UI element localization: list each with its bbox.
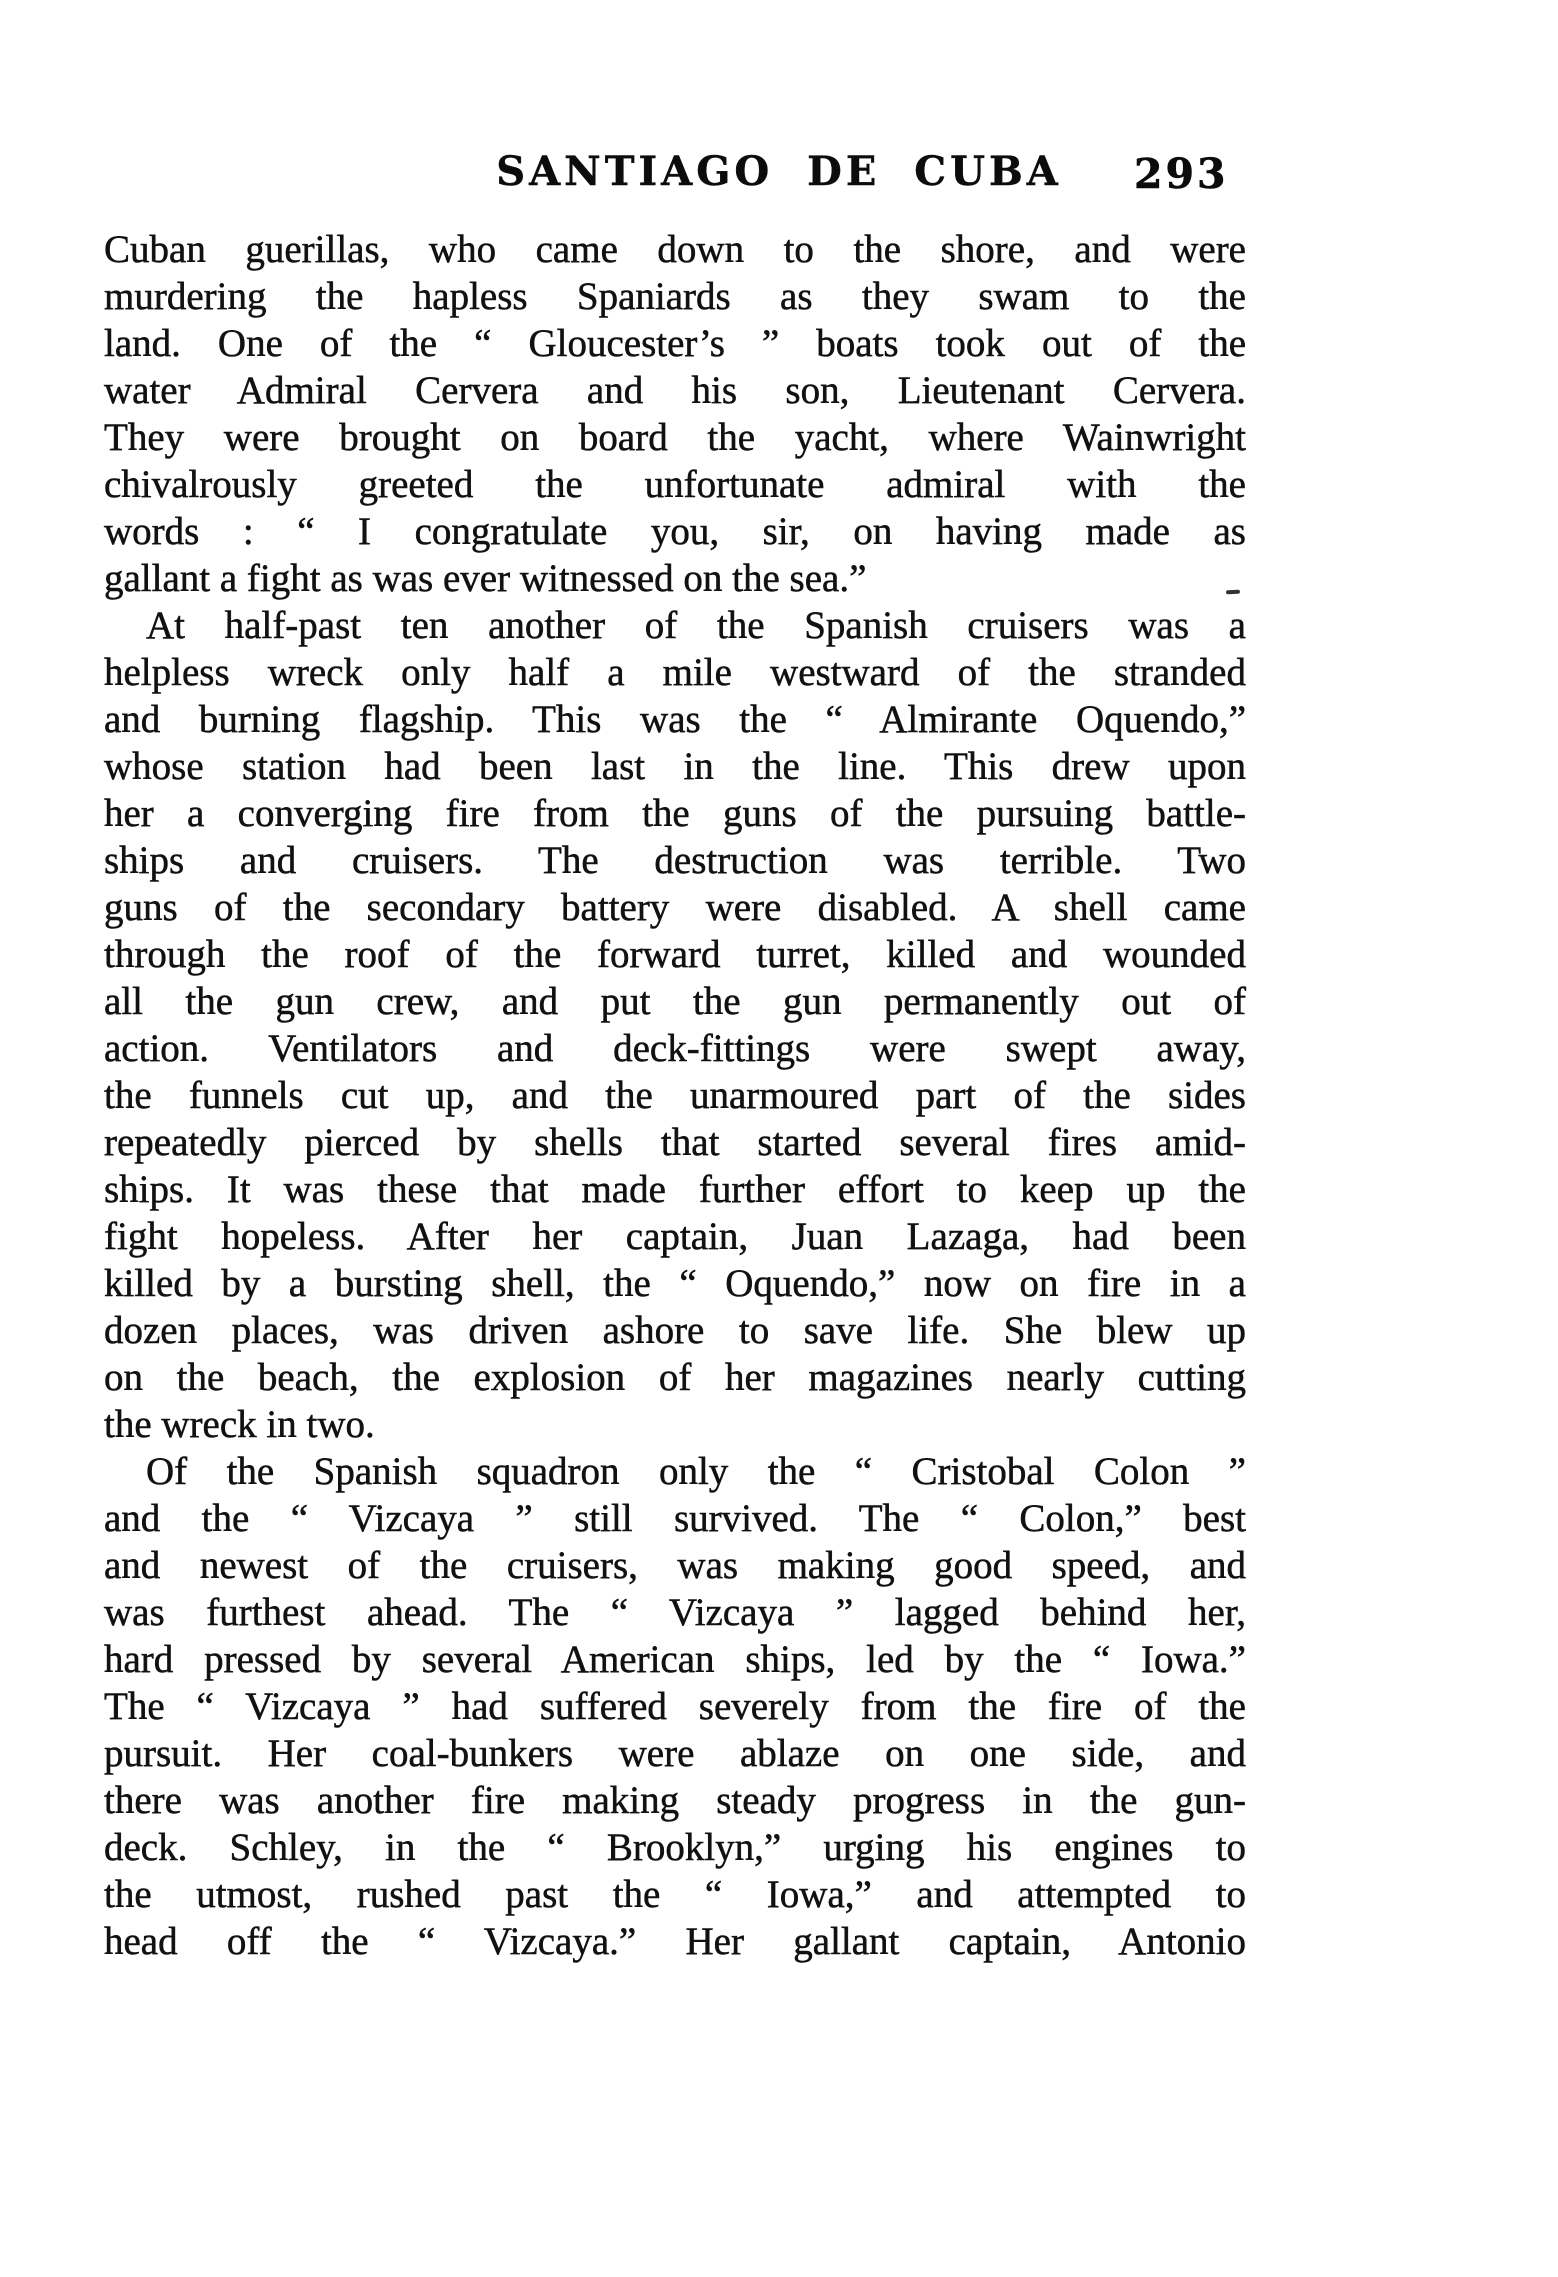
text-line: and the “ Vizcaya ” still survived. The “ Colon,” best	[104, 1497, 1246, 1540]
text-line: pursuit. Her coal-bunkers were ablaze on one side, and	[104, 1732, 1246, 1775]
page-header	[0, 150, 1558, 200]
text-line: dozen places, was driven ashore to save life. She blew up	[104, 1309, 1246, 1352]
text-line: was furthest ahead. The “ Vizcaya ” lagged behind her,	[104, 1591, 1246, 1634]
text-line: ships. It was these that made further effort to keep up the	[104, 1168, 1246, 1211]
text-line: words : “ I congratulate you, sir, on having made as	[104, 510, 1246, 553]
text-line: the funnels cut up, and the unarmoured part of the sides	[104, 1074, 1246, 1117]
text-line: whose station had been last in the line. This drew upon	[104, 745, 1246, 788]
text-line: through the roof of the forward turret, killed and wounded	[104, 933, 1246, 976]
text-line: and burning flagship. This was the “ Almirante Oquendo,”	[104, 698, 1246, 741]
text-line: deck. Schley, in the “ Brooklyn,” urging his engines to	[104, 1826, 1246, 1869]
text-line: and newest of the cruisers, was making good speed, and	[104, 1544, 1246, 1587]
text-line: At half-past ten another of the Spanish cruisers was a	[146, 604, 1246, 647]
text-line: on the beach, the explosion of her magazines nearly cutting	[104, 1356, 1246, 1399]
text-line: Cuban guerillas, who came down to the shore, and were	[104, 228, 1246, 271]
page-number: 293	[1134, 150, 1229, 198]
text-line: head off the “ Vizcaya.” Her gallant captain, Antonio	[104, 1920, 1246, 1963]
text-line: fight hopeless. After her captain, Juan Lazaga, had been	[104, 1215, 1246, 1258]
text-line: repeatedly pierced by shells that started several fires amid-	[104, 1121, 1246, 1164]
text-line: action. Ventilators and deck-fittings were swept away,	[104, 1027, 1246, 1070]
text-line: They were brought on board the yacht, where Wainwright	[104, 416, 1246, 459]
text-line: chivalrously greeted the unfortunate admiral with the	[104, 463, 1246, 506]
text-line: murdering the hapless Spaniards as they swam to the	[104, 275, 1246, 318]
body-text	[104, 226, 1246, 1965]
text-line: The “ Vizcaya ” had suffered severely from the fire of the	[104, 1685, 1246, 1728]
text-line: there was another fire making steady progress in the gun-	[104, 1779, 1246, 1822]
text-line: helpless wreck only half a mile westward of the stranded	[104, 651, 1246, 694]
text-line: guns of the secondary battery were disabled. A shell came	[104, 886, 1246, 929]
text-line: ships and cruisers. The destruction was terrible. Two	[104, 839, 1246, 882]
text-line: land. One of the “ Gloucester’s ” boats took out of the	[104, 322, 1246, 365]
running-head-title: SANTIAGO DE CUBA	[496, 148, 1062, 195]
text-line: the utmost, rushed past the “ Iowa,” and attempted to	[104, 1873, 1246, 1916]
text-line: the wreck in two.	[104, 1403, 375, 1446]
text-line: hard pressed by several American ships, led by the “ Iowa.”	[104, 1638, 1246, 1681]
text-line: killed by a bursting shell, the “ Oquendo,” now on fire in a	[104, 1262, 1246, 1305]
text-line: her a converging fire from the guns of the pursuing battle-	[104, 792, 1246, 835]
scan-artifact-dash	[1226, 590, 1240, 595]
text-line: water Admiral Cervera and his son, Lieutenant Cervera.	[104, 369, 1246, 412]
text-line: gallant a fight as was ever witnessed on the sea.”	[104, 557, 867, 600]
text-line: all the gun crew, and put the gun permanently out of	[104, 980, 1246, 1023]
text-line: Of the Spanish squadron only the “ Cristobal Colon ”	[146, 1450, 1246, 1493]
